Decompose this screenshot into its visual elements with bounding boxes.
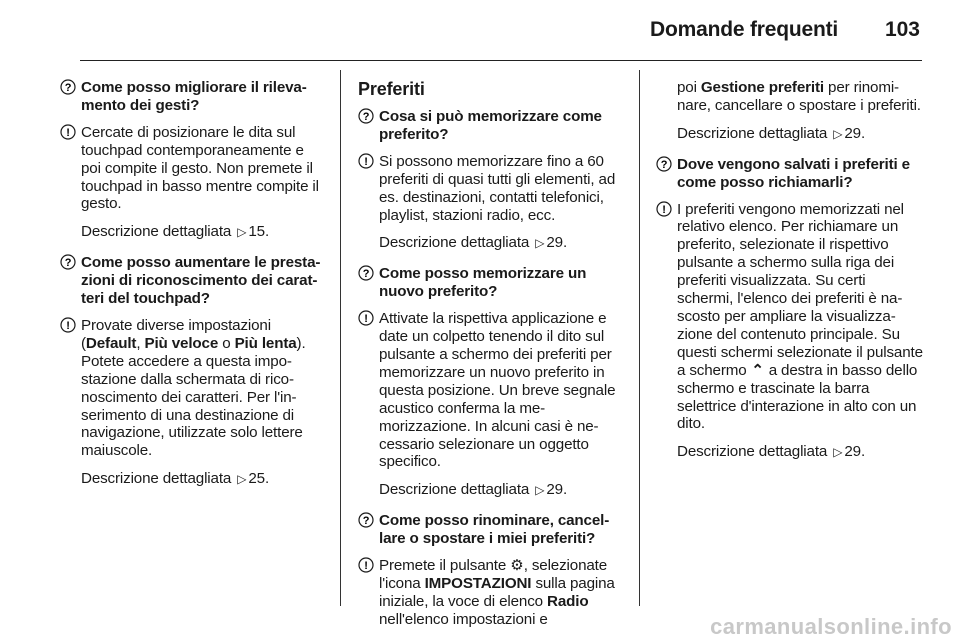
answer-text: Cercate di posizionare le dita sul touchpad contemporaneamente e poi compite il gesto. Non premete il touchpad in basso mentre compite il gesto. <box>81 123 319 213</box>
svg-text:!: ! <box>66 319 70 332</box>
question-text: Come posso rinominare, cancellare o spostare i miei preferiti? <box>379 512 610 548</box>
svg-text:?: ? <box>362 268 370 281</box>
section-title: Preferiti <box>358 79 425 99</box>
arrow-icon: ▷ <box>535 236 545 251</box>
answer-text: Si possono memorizzare fino a 60 preferiti di quasi tutti gli elementi, ad es. destinazioni, contatti telefonici, playlist, stazioni radio, ecc. <box>379 152 616 224</box>
answer <box>656 201 924 434</box>
answer <box>358 310 626 471</box>
answer <box>60 317 325 460</box>
question-icon <box>358 512 375 531</box>
reference-page: 29. <box>546 481 568 499</box>
answer-text: I preferiti vengono memorizzati nel relativo elenco. Per richiamare un preferito, selezionate il rispettivo pulsante a schermo sulla riga dei preferiti visualizzata. Su certi schermi, l'elenco dei preferiti è nascosto per ampliare la visualizzazione del contenuto principale. Su questi schermi selezionate il pulsante a schermo <box>677 200 923 379</box>
reference-text: Descrizione dettagliata <box>379 234 530 252</box>
svg-text:!: ! <box>662 203 666 216</box>
page-number: 103 <box>884 18 920 41</box>
answer-continuation <box>656 79 924 115</box>
svg-text:?: ? <box>64 257 72 270</box>
reference <box>358 234 626 253</box>
answer <box>358 153 626 225</box>
svg-text:!: ! <box>364 313 368 326</box>
column-divider <box>340 70 341 606</box>
answer <box>358 557 626 629</box>
svg-text:?: ? <box>362 515 370 528</box>
answer-text: per rinominare, cancellare o spostare i preferiti. <box>677 79 921 114</box>
svg-text:?: ? <box>64 82 72 94</box>
svg-text:!: ! <box>364 560 368 573</box>
question-text: Dove vengono salvati i preferiti e come posso richiamarli? <box>677 155 910 191</box>
question <box>358 108 626 144</box>
answer-text: poi <box>677 79 701 96</box>
question-icon <box>60 79 77 98</box>
arrow-icon: ▷ <box>237 225 247 240</box>
arrow-icon: ▷ <box>833 126 843 141</box>
answer-text: Provate diverse impostazioni ( <box>81 316 271 352</box>
question <box>656 156 924 192</box>
question-text: Come posso aumentare le prestazioni di riconoscimento dei caratteri del touchpad? <box>81 254 321 308</box>
page-header <box>0 0 960 60</box>
question <box>358 265 626 301</box>
arrow-icon: ▷ <box>833 445 843 460</box>
page-title: Domande frequenti <box>650 18 838 41</box>
answer <box>60 124 325 214</box>
settings-label: IMPOSTAZIONI <box>424 574 532 592</box>
svg-text:!: ! <box>66 126 70 139</box>
answer-text: a destra in basso dello schermo e trascinate la barra selettrice d'interazione in alto con un dito. <box>677 361 918 433</box>
chevron-up-icon: ⌃ <box>751 361 764 379</box>
reference-page: 29. <box>844 124 866 142</box>
question-text: Cosa si può memorizzare come preferito? <box>379 108 602 143</box>
reference-text: Descrizione dettagliata <box>81 223 232 241</box>
arrow-icon: ▷ <box>535 483 545 498</box>
answer-text: , <box>136 334 145 352</box>
answer-icon <box>656 201 673 220</box>
reference-text: Descrizione dettagliata <box>677 443 828 461</box>
answer-text: ). Potete accedere a questa impostazione dalla schermata di riconoscimento dei caratteri. Per l'inserimento di una destinazione di navigazione, utilizzate solo lettere maiuscole. <box>81 334 306 460</box>
reference-page: 25. <box>248 470 270 488</box>
reference-text: Descrizione dettagliata <box>379 481 530 499</box>
option-slower: Più lenta <box>234 334 297 352</box>
radio-label: Radio <box>547 592 589 610</box>
reference <box>60 470 325 489</box>
answer-text: nell'elenco impostazioni e <box>379 610 548 628</box>
answer-icon <box>358 153 375 172</box>
question <box>60 254 325 308</box>
answer-text: sulla pagina iniziale, la voce di elenco <box>379 574 615 610</box>
option-faster: Più veloce <box>144 334 219 352</box>
watermark: carmanualsonline.info <box>710 614 952 639</box>
question-icon <box>60 254 77 273</box>
reference-page: 15. <box>248 223 270 241</box>
answer-icon <box>358 557 375 576</box>
settings-icon: ⚙ <box>510 557 524 575</box>
arrow-icon: ▷ <box>237 472 247 487</box>
question <box>60 79 325 115</box>
question-text: Come posso migliorare il rilevamento dei gesti? <box>81 79 307 114</box>
question-text: Come posso memorizzare un nuovo preferito? <box>379 265 587 301</box>
svg-text:?: ? <box>660 158 668 171</box>
answer-text: Attivate la rispettiva applicazione e date un colpetto tenendo il dito sul pulsante a schermo dei preferiti per memorizzare un nuovo preferito in questa posizione. Un breve segnale acustico conferma la memorizzazione. In alcuni casi è necessario selezionare un oggetto specifico. <box>379 310 616 471</box>
header-rule <box>80 60 922 61</box>
option-default: Default <box>85 334 137 352</box>
question-icon <box>656 156 673 175</box>
reference-page: 29. <box>844 443 866 461</box>
answer-text: , selezionate l'icona <box>379 557 608 592</box>
manage-favourites-label: Gestione preferiti <box>700 79 824 96</box>
column-2 <box>358 79 626 639</box>
reference-text: Descrizione dettagliata <box>81 470 232 488</box>
reference <box>656 125 924 144</box>
question <box>358 512 626 548</box>
answer-text: o <box>218 334 235 352</box>
column-divider <box>639 70 640 606</box>
svg-text:?: ? <box>362 111 370 123</box>
answer-icon <box>358 310 375 329</box>
column-1 <box>60 79 325 501</box>
reference-page: 29. <box>546 234 568 252</box>
column-3 <box>656 79 924 474</box>
question-icon <box>358 108 375 127</box>
question-icon <box>358 265 375 284</box>
answer-text: Premete il pulsante <box>379 557 511 575</box>
answer-icon <box>60 317 77 336</box>
reference <box>656 443 924 462</box>
answer-icon <box>60 124 77 143</box>
reference-text: Descrizione dettagliata <box>677 124 828 142</box>
reference <box>358 481 626 500</box>
reference <box>60 223 325 242</box>
svg-text:!: ! <box>364 155 368 168</box>
